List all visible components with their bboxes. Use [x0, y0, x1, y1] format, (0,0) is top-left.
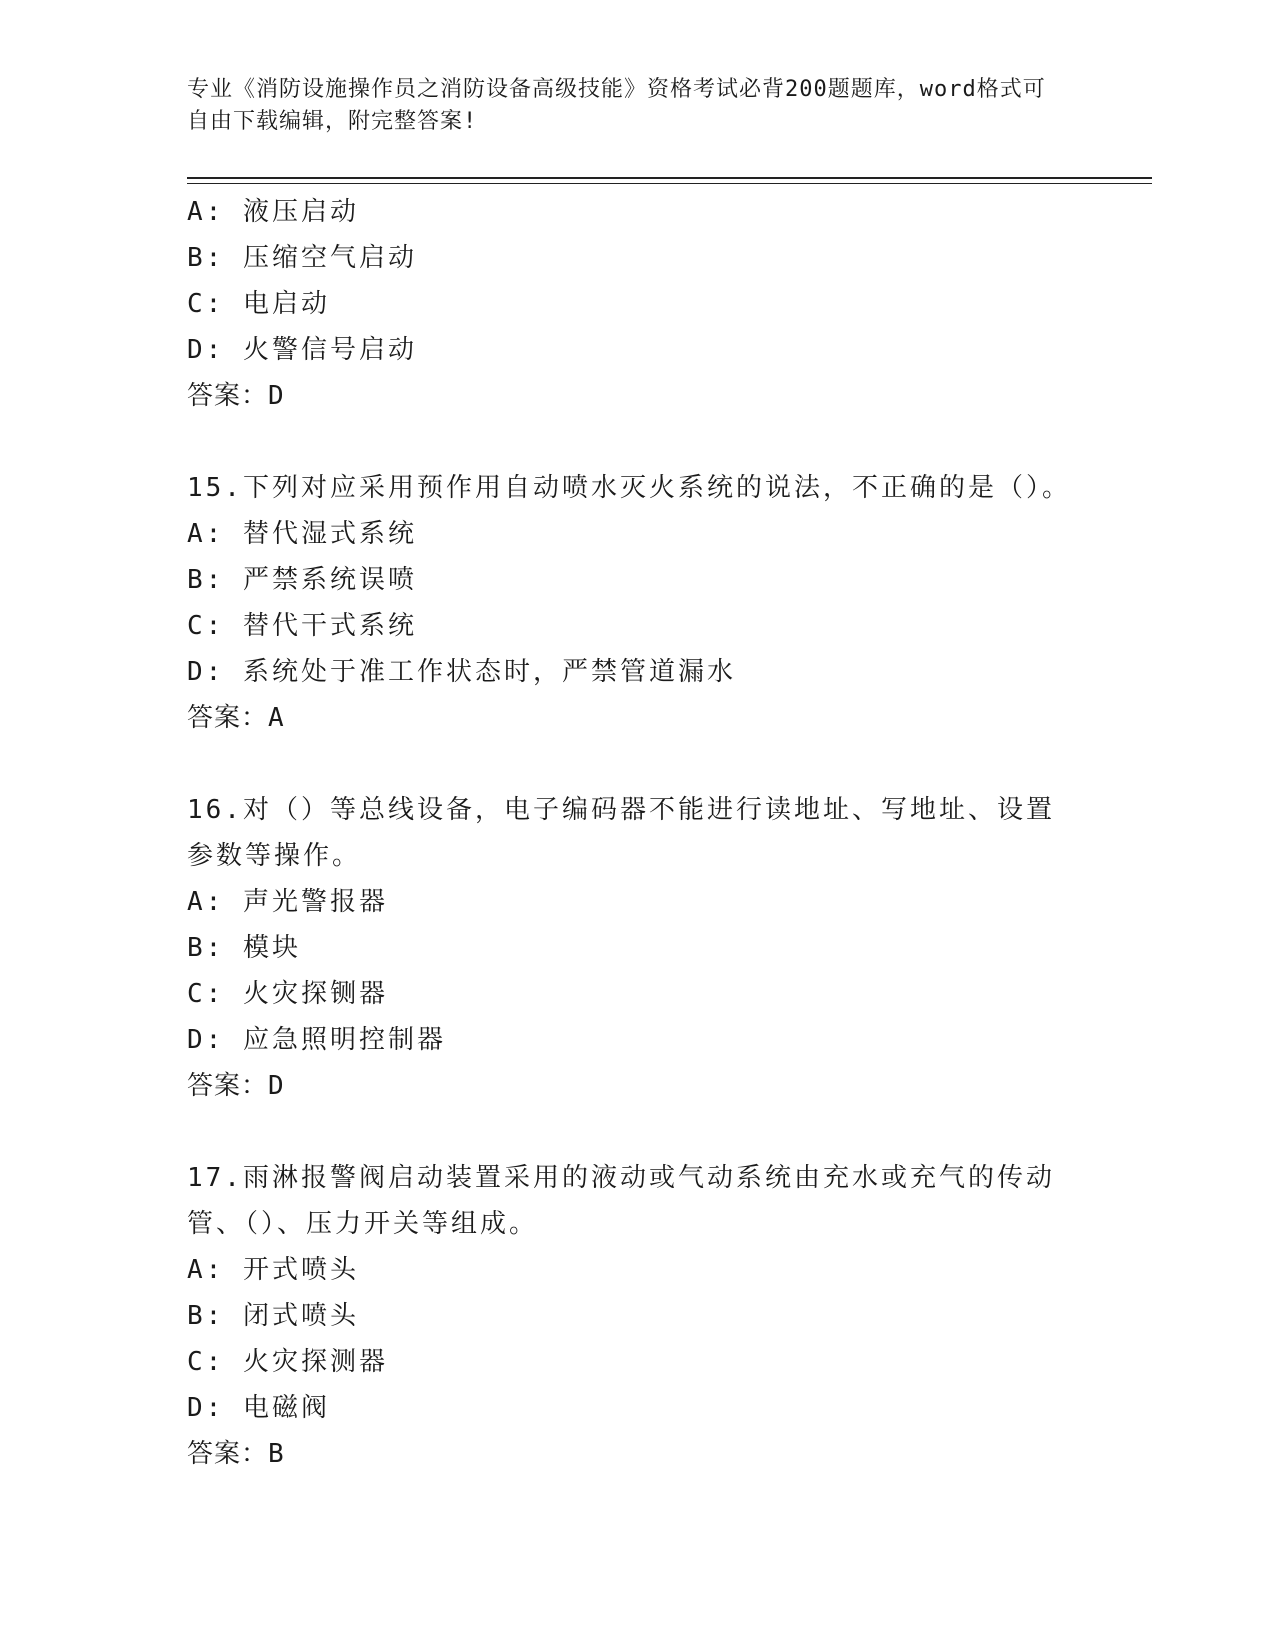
option-b: B: 模块 — [187, 933, 301, 963]
spacer — [187, 1109, 1087, 1155]
spacer — [187, 419, 1087, 465]
question-content — [187, 189, 1087, 1477]
option-a: A: 开式喷头 — [187, 1255, 359, 1285]
option-d: D: 系统处于准工作状态时，严禁管道漏水 — [187, 657, 736, 687]
question-17 — [187, 1155, 1087, 1477]
header-divider-thick — [187, 177, 1152, 179]
answer-line: 答案：D — [187, 1071, 285, 1101]
spacer — [187, 741, 1087, 787]
option-c: C: 电启动 — [187, 289, 330, 319]
option-a: A: 替代湿式系统 — [187, 519, 417, 549]
option-c: C: 火灾探铡器 — [187, 979, 388, 1009]
prev-question-options — [187, 189, 1087, 419]
option-b: B: 闭式喷头 — [187, 1301, 359, 1331]
option-c: C: 替代干式系统 — [187, 611, 417, 641]
option-d: D: 应急照明控制器 — [187, 1025, 446, 1055]
answer-line: 答案：A — [187, 703, 285, 733]
option-a: A: 液压启动 — [187, 197, 359, 227]
answer-line: 答案：B — [187, 1439, 285, 1469]
question-16 — [187, 787, 1087, 1109]
option-a: A: 声光警报器 — [187, 887, 388, 917]
option-d: D: 火警信号启动 — [187, 335, 417, 365]
question-text: 15.下列对应采用预作用自动喷水灭火系统的说法，不正确的是（）。 — [187, 473, 1071, 503]
header-divider-thin — [187, 183, 1152, 184]
option-d: D: 电磁阀 — [187, 1393, 330, 1423]
option-b: B: 严禁系统误喷 — [187, 565, 417, 595]
question-15 — [187, 465, 1087, 741]
option-c: C: 火灾探测器 — [187, 1347, 388, 1377]
answer-line: 答案：D — [187, 381, 285, 411]
option-b: B: 压缩空气启动 — [187, 243, 417, 273]
question-text: 17.雨淋报警阀启动装置采用的液动或气动系统由充水或充气的传动管、（）、压力开关等组成。 — [187, 1163, 1055, 1239]
document-header: 专业《消防设施操作员之消防设备高级技能》资格考试必背200题题库，word格式可自由下载编辑，附完整答案! — [187, 77, 1046, 134]
question-text: 16.对（）等总线设备，电子编码器不能进行读地址、写地址、设置参数等操作。 — [187, 795, 1055, 871]
